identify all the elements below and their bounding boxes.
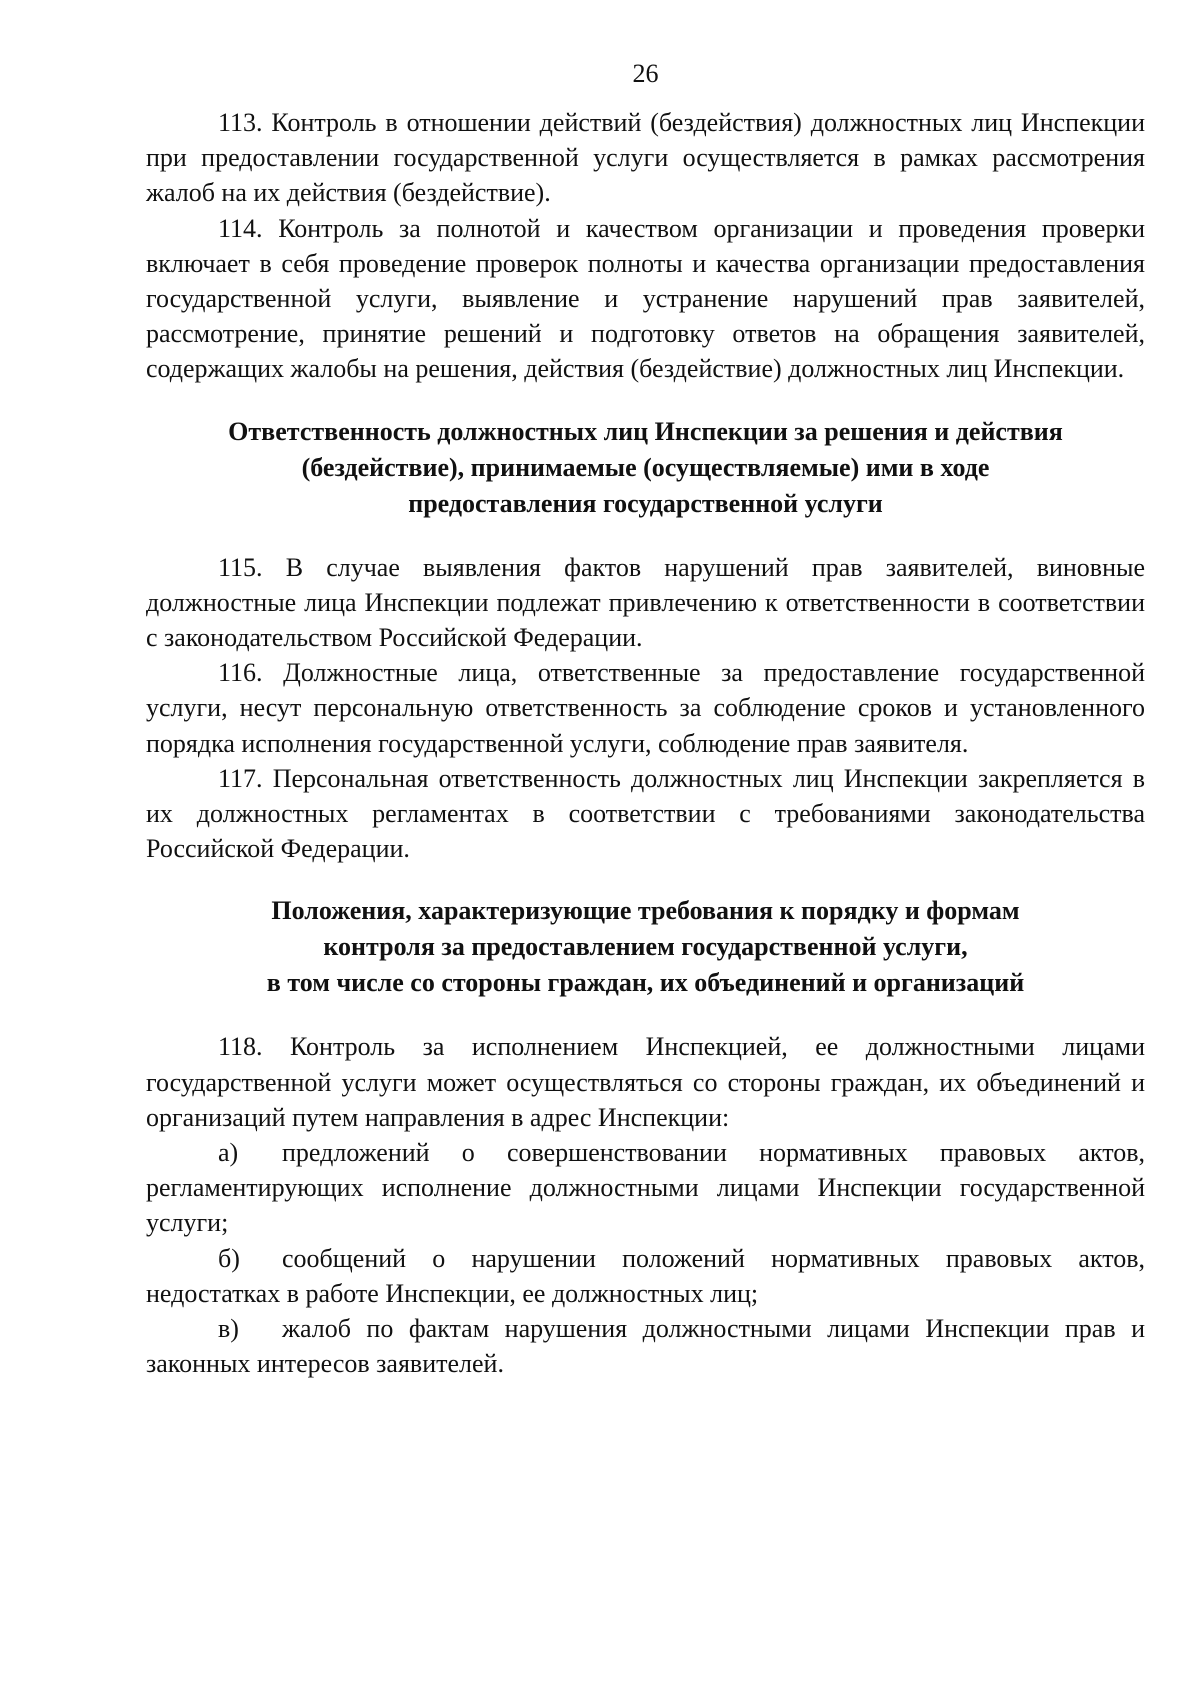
list-item-text: предложений о совершенствовании нормативных правовых актов, регламентирующих исполнение должностными лицами Инспекции государственной услуги;: [146, 1138, 1145, 1238]
paragraph-114: 114. Контроль за полнотой и качеством организации и проведения проверки включает в себя проведение проверок полноты и качества организации предоставления государственной услуги, выявление и устранение нарушений прав заявителей, рассмотрение, принятие решений и подготовку ответов на обращения заявителей, содержащих жалобы на решения, действия (бездействие) должностных лиц Инспекции.: [146, 213, 1145, 384]
page-number: 26: [632, 59, 659, 88]
paragraph-116: 116. Должностные лица, ответственные за предоставление государственной услуги, несут персональную ответственность за соблюдение сроков и установленного порядка исполнения государственной услуги, соблюдение прав заявителя.: [146, 658, 1145, 758]
section-heading-responsibility: [146, 414, 1145, 522]
list-item-v: [146, 1311, 1145, 1381]
heading-line: предоставления государственной услуги: [408, 488, 883, 518]
document-page: [146, 52, 1145, 1381]
paragraph-117: 117. Персональная ответственность должностных лиц Инспекции закрепляется в их должностных регламентах в соответствии с требованиями законодательства Российской Федерации.: [146, 763, 1145, 864]
paragraph-118: 118. Контроль за исполнением Инспекцией, ее должностными лицами государственной услуги может осуществляться со стороны граждан, их объединений и организаций путем направления в адрес Инспекции:: [146, 1032, 1145, 1132]
section-heading-control-provisions: [146, 893, 1145, 1001]
paragraph-115: 115. В случае выявления фактов нарушений прав заявителей, виновные должностные лица Инспекции подлежат привлечению к ответственности в соответствии с законодательством Российской Федерации.: [146, 552, 1145, 653]
list-item-b: [146, 1241, 1145, 1311]
heading-line: Ответственность должностных лиц Инспекции за решения и действия: [228, 416, 1063, 446]
heading-line: в том числе со стороны граждан, их объединений и организаций: [266, 968, 1025, 998]
list-item-text: сообщений о нарушении положений нормативных правовых актов, недостатках в работе Инспекции, ее должностных лиц;: [146, 1243, 1145, 1308]
heading-line: контроля за предоставлением государственной услуги,: [323, 932, 968, 962]
list-item-text: жалоб по фактам нарушения должностными лицами Инспекции прав и законных интересов заявителей.: [146, 1314, 1145, 1379]
paragraph-113: 113. Контроль в отношении действий (бездействия) должностных лиц Инспекции при предоставлении государственной услуги осуществляется в рамках рассмотрения жалоб на их действия (бездействие).: [146, 108, 1145, 208]
heading-line: (бездействие), принимаемые (осуществляемые) ими в ходе: [301, 452, 990, 482]
list-marker: в): [218, 1314, 239, 1344]
heading-line: Положения, характеризующие требования к порядку и формам: [271, 896, 1020, 926]
list-marker: а): [218, 1138, 239, 1168]
list-marker: б): [218, 1243, 240, 1273]
list-item-a: [146, 1135, 1145, 1241]
